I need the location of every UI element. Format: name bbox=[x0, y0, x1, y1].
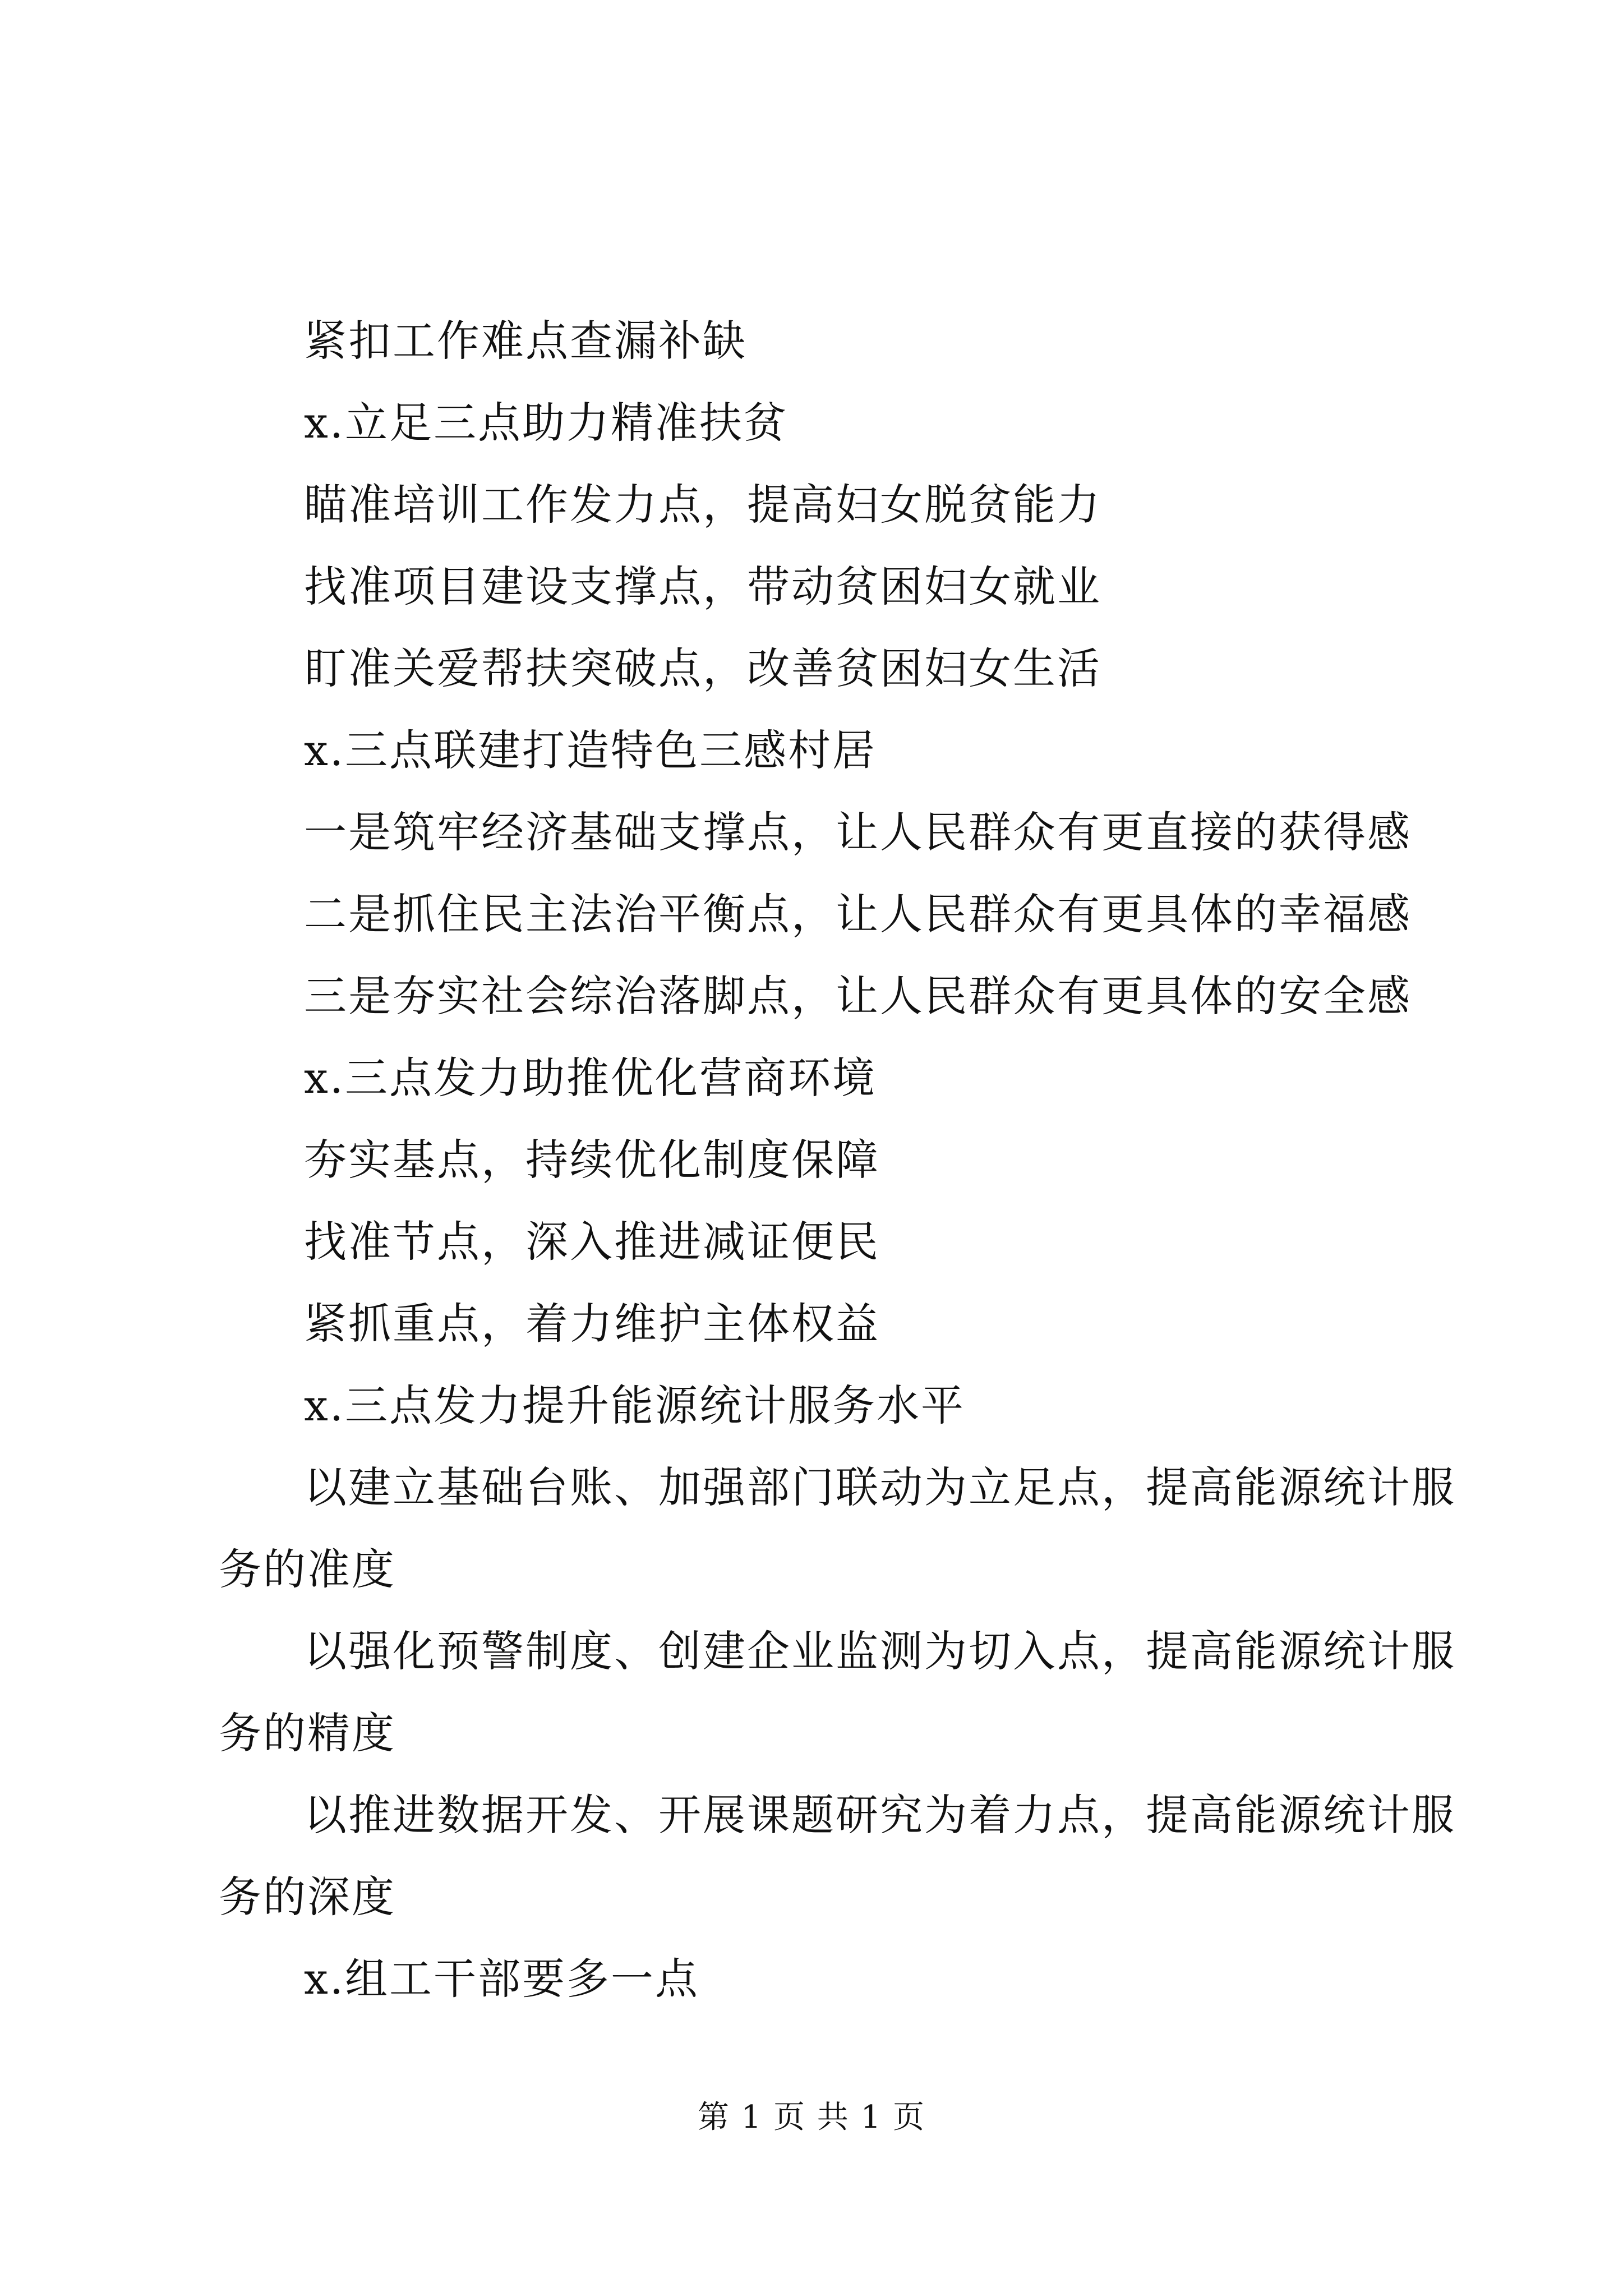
text-line: 瞄准培训工作发力点，提高妇女脱贫能力 bbox=[304, 480, 1101, 530]
text-line: 二是抓住民主法治平衡点，让人民群众有更具体的幸福感 bbox=[304, 889, 1412, 939]
text-line: 三是夯实社会综治落脚点，让人民群众有更具体的安全感 bbox=[304, 971, 1412, 1021]
text-line-continuation: 务的深度 bbox=[219, 1872, 396, 1922]
section-heading: x.组工干部要多一点 bbox=[304, 1954, 700, 2004]
text-line: 盯准关爱帮扶突破点，改善贫困妇女生活 bbox=[304, 643, 1101, 693]
text-line: 以建立基础台账、加强部门联动为立足点，提高能源统计服 bbox=[304, 1462, 1456, 1512]
heading-line: 紧扣工作难点查漏补缺 bbox=[304, 316, 747, 366]
page-number-footer: 第 1 页 共 1 页 bbox=[697, 2099, 926, 2136]
text-line: 以推进数据开发、开展课题研究为着力点，提高能源统计服 bbox=[304, 1790, 1456, 1840]
text-line: 找准项目建设支撑点，带动贫困妇女就业 bbox=[304, 562, 1101, 611]
text-line: 夯实基点，持续优化制度保障 bbox=[304, 1135, 880, 1185]
text-line-continuation: 务的准度 bbox=[219, 1544, 396, 1594]
text-line: 一是筑牢经济基础支撑点，让人民群众有更直接的获得感 bbox=[304, 807, 1412, 857]
section-heading: x.三点发力提升能源统计服务水平 bbox=[304, 1381, 966, 1430]
section-heading: x.立足三点助力精准扶贫 bbox=[304, 398, 789, 448]
text-line: 找准节点，深入推进减证便民 bbox=[304, 1217, 880, 1267]
section-heading: x.三点发力助推优化营商环境 bbox=[304, 1053, 877, 1103]
text-line: 以强化预警制度、创建企业监测为切入点，提高能源统计服 bbox=[304, 1626, 1456, 1676]
section-heading: x.三点联建打造特色三感村居 bbox=[304, 725, 877, 775]
document-body bbox=[219, 300, 1456, 2020]
text-line: 紧抓重点，着力维护主体权益 bbox=[304, 1299, 880, 1349]
text-line-continuation: 务的精度 bbox=[219, 1708, 396, 1758]
